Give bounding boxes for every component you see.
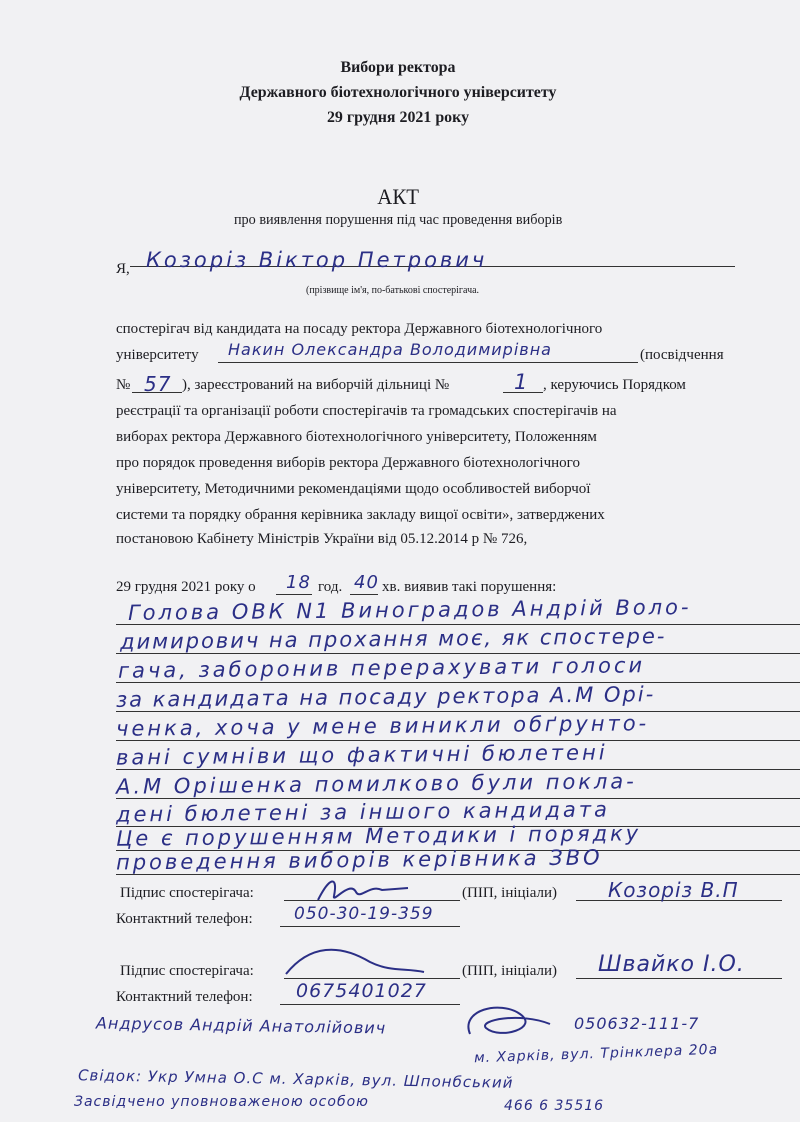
candidate-underline	[218, 362, 638, 363]
violation-line: за кандидата на посаду ректора А.М Орі-	[115, 682, 656, 712]
observer-1-pib-handwritten: Козоріз В.П	[608, 878, 739, 902]
phone-underline-2	[280, 1004, 460, 1005]
minute-underline	[350, 594, 378, 595]
hour-label: год.	[318, 579, 343, 595]
phone-label-2: Контактний телефон:	[116, 989, 253, 1005]
violation-line: димирович на прохання моє, як спостере-	[119, 624, 667, 654]
pib-underline-2	[576, 978, 782, 979]
sig-label-2: Підпис спостерігача:	[120, 963, 254, 979]
violation-line: А.М Орішенка помилково були покла-	[115, 769, 637, 799]
violation-underline	[116, 874, 800, 875]
observer-name-handwritten: Козоріз Віктор Петрович	[146, 248, 488, 272]
minute-handwritten: 40	[354, 572, 379, 593]
cert-no-handwritten: 57	[144, 372, 172, 396]
observer-prefix: Я,	[116, 261, 130, 277]
note-line-2: м. Харків, вул. Трінклера 20а	[473, 1041, 719, 1067]
violation-underline	[116, 740, 800, 741]
note-line-4: Засвідчено уповноваженою особою	[74, 1094, 369, 1110]
header-line-3: 29 грудня 2021 року	[326, 109, 470, 126]
violation-line: Це є порушенням Методики і порядку	[115, 821, 642, 851]
time-prefix: 29 грудня 2021 року о	[116, 579, 256, 595]
act-subtitle: про виявлення порушення під час проведення виборів	[233, 212, 563, 228]
body-line-4: реєстрації та організації роботи спостерігачів та громадських спостерігачів на	[116, 403, 617, 419]
phone-underline-1	[280, 926, 460, 927]
header-line-1: Вибори ректора	[340, 59, 456, 76]
violation-line: проведення виборів керівника ЗВО	[115, 845, 603, 875]
signature-2-icon	[280, 940, 430, 984]
violation-line: гача, заборонив перерахувати голоси	[117, 653, 646, 683]
body-line-2-suffix: (посвідчення	[640, 347, 724, 363]
phone-label-1: Контактний телефон:	[116, 911, 253, 927]
sig-label-1: Підпис спостерігача:	[120, 885, 254, 901]
body-line-5: виборах ректора Державного біотехнологічного університету, Положенням	[116, 429, 597, 445]
violation-underline	[116, 682, 800, 683]
violation-line: дені бюлетені за іншого кандидата	[115, 797, 611, 827]
violation-line: вані сумніви що фактичні бюлетені	[115, 740, 608, 770]
violation-underline	[116, 769, 800, 770]
body-line-3-a: №	[116, 377, 131, 393]
pib-label-2: (ПІП, ініціали)	[462, 963, 558, 979]
header-line-2: Державного біотехнологічного університету	[239, 84, 557, 101]
time-suffix: хв. виявив такі порушення:	[382, 579, 557, 595]
body-line-6: про порядок проведення виборів ректора Державного біотехнологічного	[116, 455, 580, 471]
violation-underline	[116, 653, 800, 654]
body-line-3-b: ), зареєстрований на виборчій дільниці №	[182, 377, 450, 393]
violation-line: ченка, хоча у мене виникли обґрунто-	[115, 711, 650, 741]
hour-underline	[276, 594, 312, 595]
observer-2-phone-handwritten: 0675401027	[296, 980, 427, 1002]
note-line-3: Свідок: Укр Умна О.С м. Харків, вул. Шпонбський	[77, 1066, 514, 1092]
body-line-8: системи та порядку обрання керівника закладу вищої освіти», затверджених	[116, 507, 605, 523]
observer-1-phone-handwritten: 050-30-19-359	[294, 904, 434, 924]
note-line-1: Андрусов Андрій Анатолійович	[95, 1013, 387, 1038]
violation-underline	[116, 624, 800, 625]
body-line-7: університету, Методичними рекомендаціями щодо особливостей виборчої	[116, 481, 591, 497]
precinct-handwritten: 1	[514, 370, 529, 394]
signature-3-icon	[460, 1000, 556, 1044]
act-title: АКТ	[377, 184, 420, 209]
violation-line: Голова ОВК N1 Виноградов Андрій Воло-	[127, 595, 692, 625]
body-line-3-c: , керуючись Порядком	[543, 377, 686, 393]
violation-underline	[116, 711, 800, 712]
body-line-9: постановою Кабінету Міністрів України від 05.12.2014 р № 726,	[116, 531, 528, 547]
note-phone-1: 050632-111-7	[574, 1014, 700, 1033]
hour-handwritten: 18	[286, 572, 311, 593]
observer-caption: (прізвище ім'я, по-батькові спостерігача.	[306, 285, 480, 296]
pib-label-1: (ПІП, ініціали)	[462, 885, 558, 901]
body-line-2-prefix: університету	[116, 347, 199, 363]
candidate-handwritten: Накин Олександра Володимирівна	[228, 340, 552, 359]
note-line-5: 466 6 35516	[504, 1098, 605, 1114]
body-line-1: спостерігач від кандидата на посаду ректора Державного біотехнологічного	[116, 321, 603, 337]
observer-2-pib-handwritten: Швайко І.О.	[598, 952, 745, 977]
